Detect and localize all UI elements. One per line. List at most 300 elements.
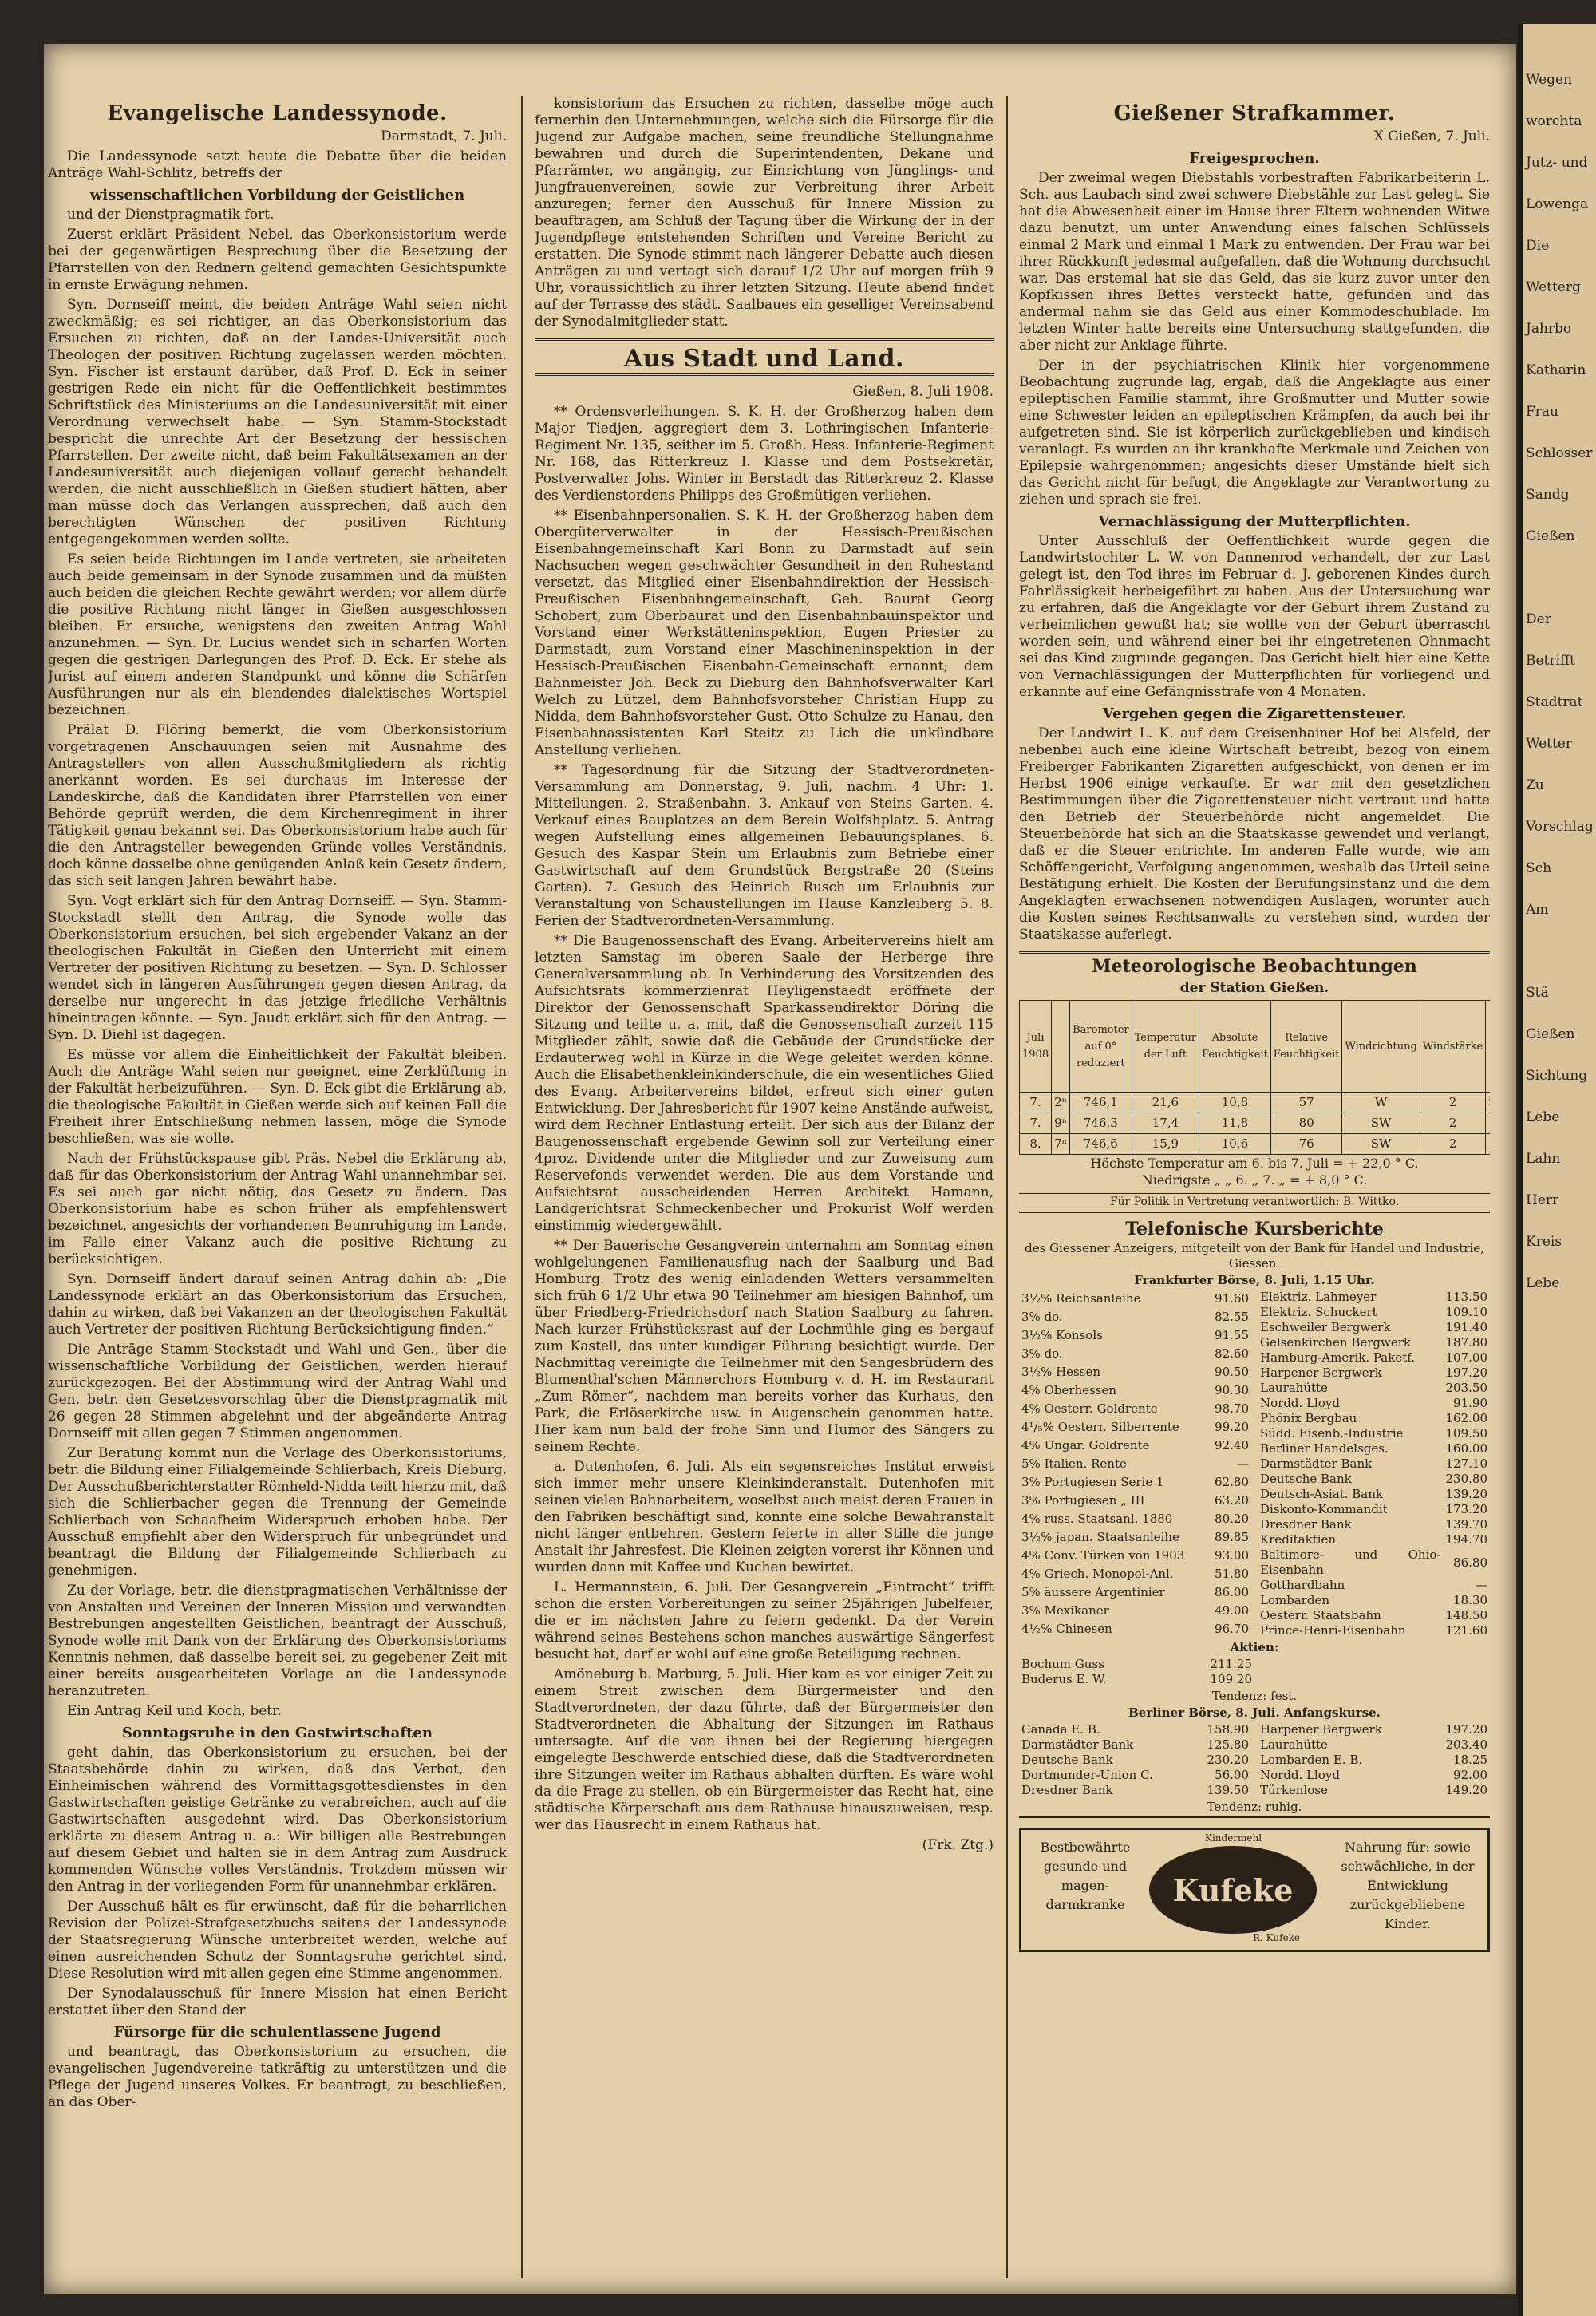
paragraph: Zuerst erklärt Präsident Nebel, das Oberkonsistorium werde bei der gegenwärtigen Besprechung über die Besetzung der Pfarrstellen von den Rednern geltend gemachten Gesichtspunkte in ernste Erwägung nehmen.: [48, 227, 507, 293]
paragraph: geht dahin, das Oberkonsistorium zu ersuchen, bei der Staatsbehörde dahin zu wirken, daß das Verbot, den Einheimischen während des Vormittagsgottesdienstes in den Gastwirtschaften geistige Getränke zu verabreichen, auch auf die Gastwirtschaften ausgedehnt wird. Das Oberkonsistorium erklärte zu diesem Antrag u. a.: Wir billigen alle Bestrebungen auf diesem Gebiet und halten sie in dem Antrag zum Ausdruck kommenden Wünsche volles Verständnis. Trotzdem müssen wir den Antrag in der vorliegenden Form für unannehmbar erklären.: [48, 1745, 507, 1895]
edge-text-fragment: Am: [1526, 902, 1549, 918]
weather-header: Absolute Feuchtigkeit: [1199, 1001, 1271, 1093]
paragraph: a. Dutenhofen, 6. Juli. Als ein segensreiches Institut erweist sich immer mehr unsere Kleinkinderanstalt. Dutenhofen mit seinen vielen Bahnarbeitern, woselbst auch meist deren Frauen in den Fabriken beschäftigt sind, konnte eine solche Bewahranstalt nicht länger entbehren. Gestern feierte in aller Stille die junge Anstalt ihr Jahresfest. Die Kleinen zeigten vorerst ihr Können und wurden dann mit Kaffee und Kuchen bewirtet.: [535, 1459, 994, 1575]
edge-text-fragment: Jutz- und: [1526, 155, 1588, 171]
edge-text-fragment: Der: [1526, 611, 1551, 627]
edge-text-fragment: Stä: [1526, 985, 1549, 1001]
stock-row: [1258, 1517, 1490, 1532]
stock-row: [1258, 1768, 1490, 1783]
frankfurt-heading: Frankfurter Börse, 8. Juli, 1.15 Uhr.: [1134, 1273, 1375, 1287]
weather-cell: 7.: [1020, 1093, 1052, 1113]
paragraph: Unter Ausschluß der Oeffentlichkeit wurde gegen die Landwirtstochter L. W. von Dannenrod verhandelt, der zur Last gelegt ist, den Tod ihres im Februar d. J. geborenen Kindes durch Fahrlässigkeit herbeigeführt zu haben. Aus der Untersuchung war zu erfahren, daß die Angeklagte vor der Geburt ihrem Zustand zu verheimlichen gewußt hat; sie wollte von der Geburt überrascht worden sein, und während einer bei ihr eingetretenen Ohnmacht sei das Kind zugrunde gegangen. Das Gericht hielt hier eine Kette von Vernachlässigungen der Mutterpflichten für vorliegend und erkannte auf eine Gefängnisstrafe von 4 Monaten.: [1019, 533, 1490, 700]
stock-row: [1258, 1335, 1490, 1350]
weather-cell: 2: [1420, 1093, 1485, 1113]
security-price: 91.55: [1215, 1328, 1249, 1342]
security-name: Laurahütte: [1260, 1737, 1328, 1752]
dateline: Gießen, 8. Juli 1908.: [852, 384, 994, 400]
stock-row: [1019, 1326, 1251, 1345]
stock-row: [1258, 1608, 1490, 1623]
weather-cell: 17,4: [1132, 1113, 1199, 1134]
security-price: 91.90: [1453, 1396, 1487, 1410]
security-price: 82.60: [1215, 1346, 1249, 1361]
security-price: 109.20: [1210, 1672, 1252, 1686]
weather-cell: 80: [1270, 1113, 1342, 1134]
edge-text-fragment: Wegen: [1526, 72, 1573, 88]
security-price: 82.55: [1215, 1310, 1249, 1324]
security-price: 194.70: [1445, 1532, 1487, 1547]
weather-cell: [1486, 1113, 1490, 1134]
section-title: Aus Stadt und Land.: [624, 345, 904, 373]
security-price: 99.20: [1215, 1420, 1249, 1434]
subheading: Vernachlässigung der Mutterpflichten.: [1098, 513, 1411, 530]
weather-title: Meteorologische Beobachtungen: [1092, 956, 1417, 977]
security-name: 3½% Konsols: [1021, 1328, 1103, 1342]
weather-subtitle: der Station Gießen.: [1179, 980, 1329, 996]
security-price: 98.70: [1215, 1401, 1249, 1416]
paragraph: Prälat D. Flöring bemerkt, die vom Oberkonsistorium vorgetragenen Anschauungen seien mit Ausnahme des Antragstellers von allen Ausschußmitgliedern als richtig anerkannt worden. Es sei durchaus im Interesse der Landeskirche, daß die Kandidaten ihrer Pfarrstellen von einer Behörde geprüft werden, die dem Kirchenregiment in ihrer Tätigkeit genau bekannt sei. Das Oberkonsistorium habe auch für die den Antragsteller bewegenden Gründe volles Verständnis, doch könne dasselbe ohne genügenden Anlaß kein Gesetz ändern, das sich seit langen Jahren bewährt habe.: [48, 722, 507, 889]
security-price: 203.50: [1445, 1381, 1487, 1395]
security-price: 149.20: [1445, 1783, 1487, 1797]
security-price: 86.80: [1453, 1555, 1487, 1570]
stock-row: [1258, 1381, 1490, 1396]
weather-cell: 76: [1270, 1134, 1342, 1155]
stock-row: [1258, 1593, 1490, 1608]
stock-row: [1258, 1396, 1490, 1411]
security-name: 3% do.: [1021, 1346, 1063, 1361]
stock-row: [1258, 1547, 1490, 1578]
weather-header: Temperatur der Luft: [1132, 1001, 1199, 1093]
paragraph: Zu der Vorlage, betr. die dienstpragmatischen Verhältnisse der von Anstalten und Vereinen der Inneren Mission und verwandten Bestrebungen angestellten Geistlichen, beantragt der Ausschuß, Synode wolle mit Dank von der Erklärung des Oberkonsistoriums Kenntnis nehmen, daß dasselbe bereit sei, zu gegebener Zeit mit einer bereits ausgearbeiteten Vorlage an die Landessynode heranzutreten.: [48, 1583, 507, 1699]
ad-top-text: Kindermehl: [1205, 1832, 1262, 1844]
security-price: 56.00: [1215, 1768, 1249, 1782]
stock-row: [1019, 1290, 1251, 1308]
paragraph: ** Die Baugenossenschaft des Evang. Arbeitervereins hielt am letzten Samstag im oberen Saale der Herberge ihre Generalversammlung ab. In Verhinderung des Vorsitzenden des Aufsichtsrats kommerzienrat Heyligenstaedt eröffnete der Direktor der Genossenschaft Sparkassendirektor Döring die Sitzung und teilte u. a. mit, daß die Genossenschaft zurzeit 115 Mitglieder zählt, sowie daß die Gebäude der Grundstücke der Erdauterweg wohl in Kürze in die Wege geleitet werden könne. Auch die Elisabethenkleinkinderschule, die ein wesentliches Glied des Evang. Arbeitervereins bildet, erfreut sich einer guten Entwicklung. Der Jahresbericht für 1907 keine Anstände aufweist, wird dem Rechner Entlastung erteilt. Der sich aus der Bilanz der Baugenossenschaft ergebende Gewinn soll zur Verteilung einer 4proz. Dividende unter die Mitglieder und zur Zuweisung zum Reservefonds verwendet werden. Die aus dem Vorstande und Aufsichtsrat ausscheidenden Herren Architekt Hamann, Landgerichtsrat Schmeckenbecher und Prokurist Wolf werden einstimmig wiedergewählt.: [535, 933, 994, 1234]
security-name: Kreditaktien: [1260, 1532, 1337, 1547]
security-price: 92.40: [1215, 1438, 1249, 1452]
stock-row: [1019, 1753, 1251, 1768]
edge-text-fragment: Die: [1526, 238, 1550, 254]
weather-header: Relative Feuchtigkeit: [1270, 1001, 1342, 1093]
paragraph: Der Ausschuß hält es für erwünscht, daß für die beharrlichen Revision der Polizei-Strafgesetzbuchs seitens der Landessynode der Staatsregierung Wünsche unterbreitet werden, welche auf einen ausreichenden Schutz der Sonntagsruhe gerichtet sind. Diese Resolution wird mit allen gegen eine Stimme angenommen.: [48, 1899, 507, 1982]
paragraph: und beantragt, das Oberkonsistorium zu ersuchen, die evangelischen Jugendvereine tatkräftig zu unterstützen und die Pflege der Jugend unseres Volkes. Er beantragt, zu beschließen, an das Ober-: [48, 2044, 507, 2110]
berlin-table-left: [1019, 1722, 1251, 1798]
subheading: Freigesprochen.: [1189, 150, 1320, 167]
security-name: 4% Griech. Monopol-Anl.: [1021, 1567, 1174, 1581]
stock-row: [1258, 1783, 1490, 1798]
stock-table-right: [1258, 1290, 1490, 1638]
stock-row: [1019, 1437, 1251, 1455]
security-name: 4% Conv. Türken von 1903: [1021, 1548, 1185, 1563]
edge-text-fragment: Sch: [1526, 860, 1552, 876]
weather-cell: 746,1: [1070, 1093, 1132, 1113]
column-rule: [1006, 96, 1008, 2278]
column-3: [1019, 96, 1490, 2278]
berlin-heading: Berliner Börse, 8. Juli. Anfangskurse.: [1128, 1705, 1381, 1720]
stock-table-left: [1019, 1290, 1251, 1638]
weather-min: Niedrigste „ „ 6. „ 7. „ = + 8,0 ° C.: [1141, 1172, 1368, 1188]
stock-subtitle: des Giessener Anzeigers, mitgeteilt von der Bank für Handel und Industrie, Giessen.: [1025, 1241, 1484, 1271]
weather-header: [1052, 1001, 1070, 1093]
paragraph: Der Synodalausschuß für Innere Mission hat einen Bericht erstattet über den Stand der: [48, 1986, 507, 2018]
weather-max: Höchste Temperatur am 6. bis 7. Juli = + 22,0 ° C.: [1090, 1156, 1419, 1171]
stock-row: [1019, 1768, 1251, 1783]
stock-row: [1019, 1528, 1251, 1547]
stock-row: [1258, 1290, 1490, 1305]
security-name: 4% Oberhessen: [1021, 1383, 1116, 1397]
weather-cell: 746,6: [1070, 1134, 1132, 1155]
security-name: 3½% Reichsanleihe: [1021, 1291, 1141, 1306]
security-name: Gelsenkirchen Bergwerk: [1260, 1335, 1411, 1350]
edge-text-fragment: Lahn: [1526, 1151, 1561, 1167]
paragraph: ** Ordensverleihungen. S. K. H. der Großherzog haben dem Major Tiedjen, aggregiert dem 3. Lothringischen Infanterie-Regiment Nr. 135, seither im 5. Großh. Hess. Infanterie-Regiment Nr. 168, das Ritterkreuz I. Klasse und dem Postsekretär, Postverwalter Johs. Winter in Berstadt das Ritterkreuz 2. Klasse des Verdienstordens Philipps des Großmütigen verliehen.: [535, 404, 994, 504]
weather-cell: 2ⁿ: [1052, 1093, 1070, 1113]
paragraph: Syn. Dornseiff ändert darauf seinen Antrag dahin ab: „Die Landessynode erklärt an das Oberkonsistorium das Ersuchen, dahin zu wirken, daß bei Vakanzen an der theologischen Fakultät auch Vertreter der positiven Richtung Berücksichtigung finden.“: [48, 1271, 507, 1338]
security-name: Türkenlose: [1260, 1783, 1328, 1797]
weather-cell: 7.: [1020, 1113, 1052, 1134]
security-name: Deutsch-Asiat. Bank: [1260, 1487, 1383, 1501]
paragraph: Die Anträge Stamm-Stockstadt und Wahl und Gen., über die wissenschaftliche Vorbildung der Geistlichen, werden hierauf zurückgezogen. Bei der Abstimmung wird der Antrag Wahl und Gen. betr. den Gesetzesvorschlag über die Dienstpragmatik mit 26 gegen 28 Stimmen abgelehnt und der abgeänderte Antrag Dornseiff mit allen gegen 7 Stimmen angenommen.: [48, 1342, 507, 1441]
adjacent-page-edge: [1518, 24, 1596, 2316]
security-price: 86.00: [1215, 1585, 1249, 1599]
weather-cell: 10,8: [1199, 1093, 1271, 1113]
aktien-table: [1019, 1657, 1254, 1687]
stock-row: [1258, 1426, 1490, 1441]
stock-row: [1258, 1411, 1490, 1426]
stock-row: [1019, 1345, 1251, 1363]
paragraph: Syn. Vogt erklärt sich für den Antrag Dornseiff. — Syn. Stamm-Stockstadt stellt den Antrag, die Synode wolle das Oberkonsistorium ersuchen, bei sich ergebender Vakanz an der theologischen Fakultät in Gießen den Unterricht mit einem Vertreter der positiven Richtung zu besetzen. — Syn. D. Schlosser wendet sich in längeren Ausführungen gegen diesen Antrag, da derselbe nur ungerecht in das jetzige friedliche Verhältnis hineintragen könnte. — Syn. Jaudt erklärt sich für den Antrag. — Syn. D. Diehl ist dagegen.: [48, 893, 507, 1043]
edge-text-fragment: Frau: [1526, 404, 1559, 420]
security-name: Eschweiler Bergwerk: [1260, 1320, 1391, 1334]
edge-text-fragment: worchta: [1526, 113, 1582, 129]
security-name: Laurahütte: [1260, 1381, 1328, 1395]
stock-row: [1258, 1365, 1490, 1381]
ad-bottom-text: R. Kufeke: [1253, 1932, 1301, 1943]
security-name: Nordd. Lloyd: [1260, 1768, 1340, 1782]
security-name: Harpener Bergwerk: [1260, 1365, 1382, 1380]
security-name: 3% Mexikaner: [1021, 1603, 1109, 1618]
security-name: Oesterr. Staatsbahn: [1260, 1608, 1381, 1622]
security-name: Darmstädter Bank: [1021, 1737, 1134, 1752]
stock-row: [1019, 1583, 1251, 1602]
weather-cell: SW: [1342, 1113, 1420, 1134]
column-2: [535, 96, 994, 2278]
stock-row: [1258, 1350, 1490, 1365]
stock-row: [1019, 1455, 1251, 1473]
source-note: (Frk. Ztg.): [922, 1837, 994, 1853]
security-name: Baltimore- und Ohio-Eisenbahn: [1260, 1547, 1441, 1577]
paragraph: Ein Antrag Keil und Koch, betr.: [67, 1703, 282, 1719]
edge-text-fragment: Wetter: [1526, 736, 1572, 752]
paragraph: Der Landwirt L. K. auf dem Greisenhainer Hof bei Alsfeld, der nebenbei auch eine kleine Wirtschaft betreibt, bezog von einem Freiberger Fabrikanten Zigaretten aufgeschickt, von denen er im Herbst 1906 einige verkaufte. Er war mit den gesetzlichen Bestimmungen über die Zigarettensteuer nicht vertraut und hatte den Betrieb der Steuerbehörde nicht angemeldet. Die Steuerbehörde hat sich an die Staatskasse gewendet und verlangt, daß er die Steuer entrichte. Im anderen Falle wurde, wie am Schöffengericht, Verfolgung angenommen, weshalb das Urteil seine Bestätigung erhielt. Die Kosten der Berufungsinstanz und die dem Angeklagten erwachsenen notwendigen Auslagen, worunter auch die Kosten seines Rechtsanwalts zu verstehen sind, wurden der Staatskasse auferlegt.: [1019, 725, 1490, 943]
paragraph: ** Tagesordnung für die Sitzung der Stadtverordneten-Versammlung am Donnerstag, 9. Juli, nachm. 4 Uhr: 1. Mitteilungen. 2. Straßenbahn. 3. Ankauf von Steins Garten. 4. Verkauf eines Bauplatzes an dem Berein Wolfshplatz. 5. Antrag wegen Aufstellung eines allgemeinen Bebauungsplanes. 6. Gesuch des Kaspar Stein um Erlaubnis zum Betriebe einer Gastwirtschaft auf dem Grundstück Bergstraße 20 (Steins Garten). 7. Gesuch des Heinrich Rusch um Erlaubnis zur Veranstaltung von Schaustellungen im Hause Kanzleiberg 5. 8. Ferien der Stadtverordneten-Versammlung.: [535, 762, 994, 929]
security-price: 91.60: [1215, 1291, 1249, 1306]
tendenz: Tendenz: ruhig.: [1207, 1800, 1302, 1814]
weather-cell: 9ⁿ: [1052, 1113, 1070, 1134]
tendenz: Tendenz: fest.: [1211, 1689, 1298, 1703]
edge-text-fragment: Lebe: [1526, 1109, 1560, 1125]
edge-text-fragment: Lebe: [1526, 1275, 1560, 1291]
stock-row: [1258, 1456, 1490, 1472]
stock-row: [1019, 1620, 1251, 1638]
paragraph: Amöneburg b. Marburg, 5. Juli. Hier kam es vor einiger Zeit zu einem Streit zwischen dem Bürgermeister und den Stadtverordneten, der dazu führte, daß der Bürgermeister den Stadtverordneten die Abhaltung der Sitzungen im Rathaus untersagte. Auf die von ihnen bei der Regierung hiergegen eingelegte Beschwerde entschied diese, daß die Stadtverordneten ihre Sitzungen weiter im Rathaus abhalten dürften. Es wäre wohl da die Frage zu stellen, ob ein Bürgermeister das Recht hat, eine städtische Körperschaft aus dem Rathause hinauszuweisen, resp. wer das Hausrecht in einem Rathaus hat.: [535, 1666, 994, 1833]
paragraph: Es müsse vor allem die Einheitlichkeit der Fakultät bleiben. Auch die Anträge Wahl seien nur geeignet, eine Zerklüftung in der Fakultät herbeizuführen. — Syn. D. Eck gibt die Erklärung ab, die theologische Fakultät in Gießen werde sich auf keinen Fall die Freiheit ihrer Entschließung nehmen lassen, möge die Synode beschließen, was sie wolle.: [48, 1047, 507, 1147]
ad-right-text: Nahrung für: sowie schwächliche, in der Entwicklung zurückgebliebene Kinder.: [1341, 1840, 1475, 1931]
stock-row: [1019, 1737, 1251, 1753]
edge-text-fragment: Sandg: [1526, 487, 1570, 503]
edge-text-fragment: Betrifft: [1526, 653, 1575, 669]
column-1: [48, 96, 507, 2278]
security-price: 80.20: [1215, 1512, 1249, 1526]
stock-report: [1019, 1221, 1490, 1818]
security-name: 3% Portugiesen Serie 1: [1021, 1475, 1164, 1489]
security-price: 139.20: [1445, 1487, 1487, 1501]
stock-row: [1019, 1672, 1254, 1687]
security-price: 121.60: [1445, 1623, 1487, 1638]
dateline: X Gießen, 7. Juli.: [1373, 128, 1490, 144]
security-name: 5% äussere Argentinier: [1021, 1585, 1165, 1599]
paragraph: und der Dienstpragmatik fort.: [67, 207, 275, 223]
weather-cell: 15,9: [1132, 1134, 1199, 1155]
security-price: 187.80: [1445, 1335, 1487, 1350]
security-price: 191.40: [1445, 1320, 1487, 1334]
security-name: Dortmunder-Union C.: [1021, 1768, 1153, 1782]
edge-text-fragment: Schlosser: [1526, 445, 1593, 461]
stock-row: [1019, 1783, 1251, 1798]
security-name: Elektriz. Lahmeyer: [1260, 1290, 1377, 1304]
stock-row: [1019, 1565, 1251, 1583]
stock-row: [1258, 1737, 1490, 1753]
security-price: 51.80: [1215, 1567, 1249, 1581]
subheading: Sonntagsruhe in den Gastwirtschaften: [122, 1725, 433, 1741]
security-price: 211.25: [1210, 1657, 1252, 1671]
subheading: Fürsorge für die schulentlassene Jugend: [113, 2024, 441, 2041]
edge-text-fragment: Jahrbo: [1526, 321, 1572, 337]
security-price: 197.20: [1445, 1722, 1487, 1737]
stock-row: [1019, 1492, 1251, 1510]
security-price: 107.00: [1445, 1350, 1487, 1365]
security-price: 89.85: [1215, 1530, 1249, 1544]
security-name: Diskonto-Kommandit: [1260, 1502, 1388, 1516]
security-name: Lombarden E. B.: [1260, 1753, 1363, 1767]
edge-text-fragment: Zu: [1526, 777, 1544, 793]
weather-cell: W: [1342, 1093, 1420, 1113]
security-name: 3½% japan. Staatsanleihe: [1021, 1530, 1179, 1544]
paragraph: ** Eisenbahnpersonalien. S. K. H. der Großherzog haben dem Obergüterverwalter in der Hessisch-Preußischen Eisenbahngemeinschaft Karl Bonn zu Darmstadt auf sein Nachsuchen wegen geschwächter Gesundheit in den Ruhestand versetzt, das Mitglied einer Eisenbahndirektion der Hessisch-Preußischen Eisenbahngemeinschaft, Geh. Baurat Georg Schobert, zum Oberbaurat und den Eisenbahnbauinspektor und Vorstand einer Werkstätteninspektion, Eugen Priester zu Darmstadt, zum Vorstand einer Maschineninspektion in der Hessisch-Preußischen Eisenbahn-Gemeinschaft ernannt; dem Bahnmeister Joh. Beck zu Dieburg den Bahnhofsverwalter Karl Welch zu Lützel, dem Bahnhofsvorsteher Christian Hupp zu Nidda, dem Bahnhofsvorsteher Gust. Otto Schulze zu Hanau, den Eisenbahnassistenten Karl Steitz zu Lich die unkündbare Anstellung verliehen.: [535, 508, 994, 758]
security-price: —: [1476, 1578, 1487, 1592]
paragraph: Syn. Dornseiff meint, die beiden Anträge Wahl seien nicht zweckmäßig; es sei richtiger, an das Oberkonsistorium das Ersuchen zu richten, daß an der Landes-Universität auch Theologen der positiven Richtung zugelassen werden möchten. Syn. Fischer ist erstaunt darüber, daß Prof. D. Eck in seiner gestrigen Rede ein nicht für die Oeffentlichkeit bestimmtes Schriftstück des Ministeriums an die Landesuniversität mit einer Verordnung verwechselt habe. — Syn. Stamm-Stockstadt bespricht die unrechte Art der Besetzung der hessischen Pfarrstellen. Der zweite nicht, daß beim Fakultätsexamen an der Landesuniversität auch diejenigen vollauf gerecht behandelt werden, die nicht ausschließlich in Gießen studiert hätten, aber man müsse doch das Verlangen aussprechen, daß auch den berechtigten Wünschen der positiven Richtung entgegengekommen werden sollte.: [48, 297, 507, 547]
stock-row: [1258, 1305, 1490, 1320]
edge-text-fragment: Gießen: [1526, 528, 1575, 544]
security-price: 63.20: [1215, 1493, 1249, 1508]
security-price: 96.70: [1215, 1622, 1249, 1636]
security-name: Bochum Guss: [1021, 1657, 1104, 1671]
weather-cell: 57: [1270, 1093, 1342, 1113]
weather-row: [1020, 1134, 1491, 1155]
security-price: 230.20: [1207, 1753, 1249, 1767]
security-name: 4¹/₅% Oesterr. Silberrente: [1021, 1420, 1179, 1434]
security-name: 4% Ungar. Goldrente: [1021, 1438, 1150, 1452]
security-price: 158.90: [1207, 1722, 1249, 1737]
subheading: wissenschaftlichen Vorbildung der Geistlichen: [89, 187, 465, 204]
edge-text-fragment: Gießen: [1526, 1026, 1575, 1042]
edge-text-fragment: Lowenga: [1526, 196, 1589, 212]
stock-row: [1258, 1722, 1490, 1737]
weather-header: [1486, 1001, 1490, 1093]
security-price: 230.80: [1445, 1472, 1487, 1486]
stock-row: [1019, 1602, 1251, 1620]
security-price: 90.50: [1215, 1365, 1249, 1379]
stock-row: [1258, 1441, 1490, 1456]
weather-cell: SW: [1342, 1134, 1420, 1155]
security-name: Dresdner Bank: [1260, 1517, 1352, 1531]
security-name: 4% russ. Staatsanl. 1880: [1021, 1512, 1173, 1526]
security-name: Südd. Eisenb.-Industrie: [1260, 1426, 1404, 1441]
security-name: Hamburg-Amerik. Paketf.: [1260, 1350, 1416, 1365]
security-name: Berliner Handelsges.: [1260, 1441, 1389, 1456]
kufeke-advertisement: [1019, 1828, 1490, 1952]
stock-row: [1019, 1400, 1251, 1418]
paragraph: Der in der psychiatrischen Klinik hier vorgenommene Beobachtung zugrunde lag, ergab, daß die Angeklagte aus einer epileptischen Familie stammt, ihre Großmutter und Mutter sowie eine Schwester leiden an epileptischen Krämpfen, da auch bei ihr aufgetreten sind. Sie ist körperlich zurückgeblieben und kindisch veranlagt. Es wurden an ihr krankhafte Merkmale und Zeichen von Epilepsie wahrgenommen; angesichts dieser Umstände hielt sich das Gericht nicht für befugt, die Angeklagte zur Verantwortung zu ziehen und sprach sie frei.: [1019, 358, 1490, 508]
edge-text-fragment: Vorschlag: [1526, 819, 1594, 835]
security-name: Elektriz. Schuckert: [1260, 1305, 1377, 1319]
stock-row: [1258, 1532, 1490, 1547]
security-price: 62.80: [1215, 1475, 1249, 1489]
weather-cell: [1486, 1093, 1490, 1113]
security-name: 4% Oesterr. Goldrente: [1021, 1401, 1158, 1416]
security-price: 160.00: [1445, 1441, 1487, 1456]
stock-row: [1258, 1753, 1490, 1768]
kufeke-logo: Kufeke: [1149, 1846, 1317, 1934]
article-title: Evangelische Landessynode.: [107, 101, 448, 125]
weather-header: Windstärke: [1420, 1001, 1485, 1093]
security-name: Deutsche Bank: [1260, 1472, 1352, 1486]
edge-text-fragment: Herr: [1526, 1192, 1559, 1208]
security-name: 3½% Hessen: [1021, 1365, 1100, 1379]
weather-table: [1019, 1000, 1490, 1155]
security-price: 90.30: [1215, 1383, 1249, 1397]
paragraph: Es seien beide Richtungen im Lande vertreten, sie arbeiteten auch beide gemeinsam in der Synode zusammen und da müßten auch beiden die gleichen Rechte gewährt werden; vor allem dürfe die positive Richtung nicht länger in Gießen ausgeschlossen bleiben. Er ersuche, wenigstens den zweiten Antrag Wahl anzunehmen. — Syn. Dr. Lucius wendet sich in scharfen Worten gegen die gestrigen Darlegungen des Prof. D. Eck. Er stehe als Jurist auf einem anderen Standpunkt und könne die Schärfen Ausführungen nur als ein blendendes dialektisches Wortspiel bezeichnen.: [48, 551, 507, 718]
security-name: Lombarden: [1260, 1593, 1330, 1607]
security-name: Nordd. Lloyd: [1260, 1396, 1340, 1410]
security-price: 173.20: [1445, 1502, 1487, 1516]
paragraph: Zur Beratung kommt nun die Vorlage des Oberkonsistoriums, betr. die Bildung einer Filialgemeinde Schlierbach, Kreis Dieburg. Der Ausschußberichterstatter Römheld-Nidda teilt hierzu mit, daß sich die Schlierbacher gegen die Trennung der Gemeinde Schlierbach von Schaafheim Widerspruch erhoben habe. Der Ausschuß empfiehlt aber den Widerspruch für unbegründet und beantragt die Bildung der Filialgemeinde Schlierbach zu genehmigen.: [48, 1445, 507, 1579]
weather-row: [1020, 1093, 1491, 1113]
security-name: Harpener Bergwerk: [1260, 1722, 1382, 1737]
weather-cell: 21,6: [1132, 1093, 1199, 1113]
security-name: Gotthardbahn: [1260, 1578, 1345, 1592]
weather-header: Barometer auf 0° reduziert: [1070, 1001, 1132, 1093]
security-price: 49.00: [1215, 1603, 1249, 1618]
stock-row: [1019, 1510, 1251, 1528]
stock-row: [1019, 1657, 1254, 1672]
security-price: 18.30: [1453, 1593, 1487, 1607]
weather-cell: 2: [1420, 1134, 1485, 1155]
paragraph: Nach der Frühstückspause gibt Präs. Nebel die Erklärung ab, daß für das Oberkonsistorium der Antrag Wahl unannehmbar sei. Es sei auch gar nicht nötig, das Gesetz zu ändern. Das Oberkonsistorium habe es schon früher als empfehlenswert bezeichnet, angesichts der vorhandenen Beunruhigung im Lande, im Falle einer Vakanz auch die positive Richtung zu berücksichtigen.: [48, 1151, 507, 1267]
paragraph: L. Hermannstein, 6. Juli. Der Gesangverein „Eintracht“ trifft schon die ersten Vorbereitungen zu seiner 25jährigen Jubelfeier, die er im nächsten Jahre zu feiern gedenkt. Da der Verein während seines Bestehens schon manches auswärtige Sängerfest besucht hat, darf er wohl auf eine große Beteiligung rechnen.: [535, 1579, 994, 1662]
newspaper-page: [44, 44, 1516, 2294]
stock-row: [1258, 1578, 1490, 1593]
weather-cell: 7ⁿ: [1052, 1134, 1070, 1155]
stock-row: [1019, 1381, 1251, 1400]
edge-text-fragment: Stadtrat: [1526, 694, 1583, 710]
security-name: Darmstädter Bank: [1260, 1456, 1373, 1471]
subheading: Vergehen gegen die Zigarettensteuer.: [1102, 705, 1407, 722]
security-name: 3% do.: [1021, 1310, 1063, 1324]
weather-header: Windrichtung: [1342, 1001, 1420, 1093]
edge-text-fragment: Kreis: [1526, 1234, 1562, 1250]
section-divider: [535, 338, 994, 376]
security-name: Prince-Henri-Eisenbahn: [1260, 1623, 1406, 1638]
stock-row: [1258, 1502, 1490, 1517]
security-price: 109.50: [1445, 1426, 1487, 1441]
security-name: 3% Portugiesen „ III: [1021, 1493, 1145, 1508]
edge-text-fragment: Katharin: [1526, 362, 1586, 378]
stock-row: [1019, 1418, 1251, 1437]
security-price: —: [1237, 1456, 1249, 1471]
paragraph: Die Landessynode setzt heute die Debatte über die beiden Anträge Wahl-Schlitz, betreffs der: [48, 148, 507, 181]
security-name: 5% Italien. Rente: [1021, 1456, 1127, 1471]
weather-cell: 11,8: [1199, 1113, 1271, 1134]
security-name: Buderus E. W.: [1021, 1672, 1107, 1686]
article-title: Gießener Strafkammer.: [1113, 101, 1396, 125]
weather-cell: 2: [1420, 1113, 1485, 1134]
security-price: 125.80: [1207, 1737, 1249, 1752]
stock-row: [1258, 1623, 1490, 1638]
stock-row: [1258, 1472, 1490, 1487]
berlin-table-right: [1258, 1722, 1490, 1798]
edge-text-fragment: Wetterg: [1526, 279, 1581, 295]
security-price: 93.00: [1215, 1548, 1249, 1563]
paragraph: ** Der Bauerische Gesangverein unternahm am Sonntag einen wohlgelungenen Familienausflug nach der Saalburg und Bad Homburg. Trotz des wenig einladenden Wetters versammelten sich früh 6 1/2 Uhr etwa 90 Teilnehmer am hiesigen Bahnhof, um über Friedberg-Friedrichsdorf nach Station Saalburg zu fahren. Nach kurzer Frühstücksrast auf der Lochmühle ging es bergauf zum Kastell, das unter kundiger Führung besichtigt wurde. Der Nachmittag vereinigte die Teilnehmer mit den Sangesbrüdern des Blumenthal'schen Männerchors Homburg v. d. H. im Restaurant „Zum Römer“, nachdem man bereits vorher das Kurhaus, den Park, die Erlöserkirche usw. in Augenschein genommen hatte. Hier kam nun bald der frohe Sinn und Humor des Sängers zu seinem Rechte.: [535, 1238, 994, 1455]
stock-row: [1019, 1308, 1251, 1326]
security-price: 18.25: [1453, 1753, 1487, 1767]
security-price: 127.10: [1445, 1456, 1487, 1471]
security-price: 92.00: [1453, 1768, 1487, 1782]
weather-cell: 746,3: [1070, 1113, 1132, 1134]
security-name: Canada E. B.: [1021, 1722, 1100, 1737]
weather-cell: 8.: [1020, 1134, 1052, 1155]
security-price: 203.40: [1445, 1737, 1487, 1752]
weather-cell: [1486, 1134, 1490, 1155]
edge-text-fragment: Sichtung: [1526, 1068, 1588, 1084]
stock-row: [1258, 1487, 1490, 1502]
stock-row: [1019, 1547, 1251, 1565]
aktien-heading: Aktien:: [1230, 1640, 1279, 1654]
security-price: 197.20: [1445, 1365, 1487, 1380]
security-price: 109.10: [1445, 1305, 1487, 1319]
security-name: 4½% Chinesen: [1021, 1622, 1112, 1636]
dateline: Darmstadt, 7. Juli.: [381, 128, 507, 144]
paragraph: konsistorium das Ersuchen zu richten, dasselbe möge auch fernerhin den Unternehmungen, welche sich die Fürsorge für die Jugend zur Aufgabe machen, seine freundliche Stellungnahme bewahren und durch die Superintendenten, Dekane und Pfarrämter, wo angängig, zur Einrichtung von Jünglings- und Jungfrauenvereinen, sowie zur Verbreitung ihrer Arbeit anzuregen; ferner den Ausschuß für Innere Mission zu beauftragen, am Schluß der Tagung über die Wirkung der in der Jugendpflege entstehenden Schriften und Vereine Bericht zu erstatten. Die Synode stimmt nach längerer Debatte auch diesen Anträgen zu und vertagt sich darauf 1/2 Uhr auf morgen früh 9 Uhr, voraussichtlich zu ihrer letzten Sitzung. Heute abend findet auf der Terrasse des städt. Saalbaues ein geselliger Vereinsabend der Synodalmitglieder statt.: [535, 96, 994, 330]
stock-row: [1258, 1320, 1490, 1335]
security-price: 139.70: [1445, 1517, 1487, 1531]
security-price: 148.50: [1445, 1608, 1487, 1622]
ad-left-text: Bestbewährte gesunde und magen-darmkranke: [1040, 1840, 1131, 1912]
security-price: 162.00: [1445, 1411, 1487, 1425]
weather-header: Juli 1908: [1020, 1001, 1052, 1093]
stock-row: [1019, 1473, 1251, 1492]
security-name: Dresdner Bank: [1021, 1783, 1113, 1797]
security-price: 139.50: [1207, 1783, 1249, 1797]
responsible-editor: Für Politik in Vertretung verantwortlich: B. Wittko.: [1019, 1193, 1490, 1211]
paragraph: Der zweimal wegen Diebstahls vorbestraften Fabrikarbeiterin L. Sch. aus Laubach sind zwei schwere Diebstähle zur Last gelegt. Sie hat die Abwesenheit einer im Hause ihrer Eltern wohnenden Witwe dazu benutzt, um unter Anwendung eines falschen Schlüssels einmal 2 Mark und einmal 1 Mark zu entwenden. Der Frau war bei ihrer Rückkunft jedesmal aufgefallen, daß die Wohnung durchsucht war. Das erstemal hat sie das Geld, das sie kurz zuvor unter den Kopfkissen ihres Bettes versteckt hatte, gefunden und das andermal nahm sie das Geld aus einer Kommodeschublade. Im letzten Winter hatte bereits eine Untersuchung stattgefunden, die aber nicht zur Anklage führte.: [1019, 170, 1490, 354]
stock-row: [1019, 1722, 1251, 1737]
stock-row: [1019, 1363, 1251, 1381]
column-rule: [521, 96, 523, 2278]
security-price: 113.50: [1445, 1290, 1487, 1304]
weather-cell: 10,6: [1199, 1134, 1271, 1155]
weather-row: [1020, 1113, 1491, 1134]
